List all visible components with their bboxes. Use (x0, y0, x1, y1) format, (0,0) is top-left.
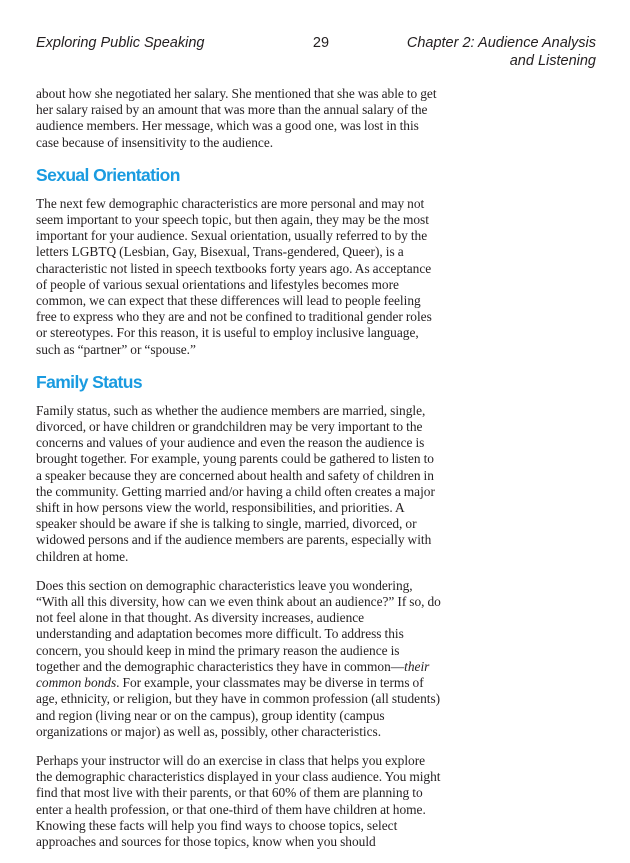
class-exercise-paragraph: Perhaps your instructor will do an exercise in class that helps you explore the demographic characteristics displayed in your class audience. You might find that most live with their parents, or that 60% of them are planning to enter a health profession, or that one-third of them have children at home. Knowing these facts will help you find ways to choose topics, select approaches and sources for those topics, know when you should (36, 752, 441, 849)
section-heading-family-status: Family Status (36, 371, 142, 392)
diversity-text-after: . For example, your classmates may be diverse in terms of age, ethnicity, or religion, but they have in common profession (all students) and region (living near or on the campus), group identity (campus organizations or major) as well as, possibly, other characteristics. (36, 675, 441, 739)
diversity-paragraph (36, 578, 442, 740)
sexual-orientation-paragraph: The next few demographic characteristics are more personal and may not seem important to your speech topic, but then again, they may be the most important for your audience. Sexual orientation, usually referred to by the letters LGBTQ (Lesbian, Gay, Bisexual, Trans-gendered, Queer), is a characteristic not listed in speech textbooks forty years ago. As acceptance of people of various sexual orientations and lifestyles becomes more common, we can expect that these differences will lead to people feeling free to express who they are and not be confined to traditional gender roles or stereotypes. For this reason, it is useful to employ inclusive language, such as “partner” or “spouse.” (36, 195, 432, 357)
page-number: 29 (312, 35, 330, 51)
page-body (36, 86, 442, 863)
family-status-paragraph: Family status, such as whether the audience members are married, single, divorced, or have children or grandchildren may be very important to the concerns and values of your audience and even the reason the audience is brought together. For example, young parents could be gathered to listen to a speaker because they are concerned about health and safety of children in the community. Getting married and/or having a child often creates a major shift in how persons view the world, responsibilities, and priorities. A speaker should be aware if she is talking to single, married, divorced, or widowed persons and if the audience members are parents, especially with children at home. (36, 402, 435, 564)
chapter-title: Chapter 2: Audience Analysis and Listening (406, 35, 596, 69)
diversity-text-before: Does this section on demographic characteristics leave you wondering, “With all this diversity, how can we even think about an audience?” If so, do not feel alone in that thought. As diversity increases, audience understanding and adaptation becomes more difficult. To address this concern, you should keep in mind the primary reason the audience is together and the demographic characteristics they have in common— (36, 577, 441, 674)
intro-paragraph: about how she negotiated her salary. She mentioned that she was able to get her salary raised by an amount that was more than the annual salary of the audience members. Her message, which was a good one, was lost in this case because of insensitivity to the audience. (36, 86, 437, 150)
common-bonds-emphasis: their common bonds (36, 658, 430, 691)
book-title: Exploring Public Speaking (36, 35, 205, 51)
section-heading-sexual-orientation: Sexual Orientation (36, 164, 180, 185)
page-header (36, 34, 596, 74)
